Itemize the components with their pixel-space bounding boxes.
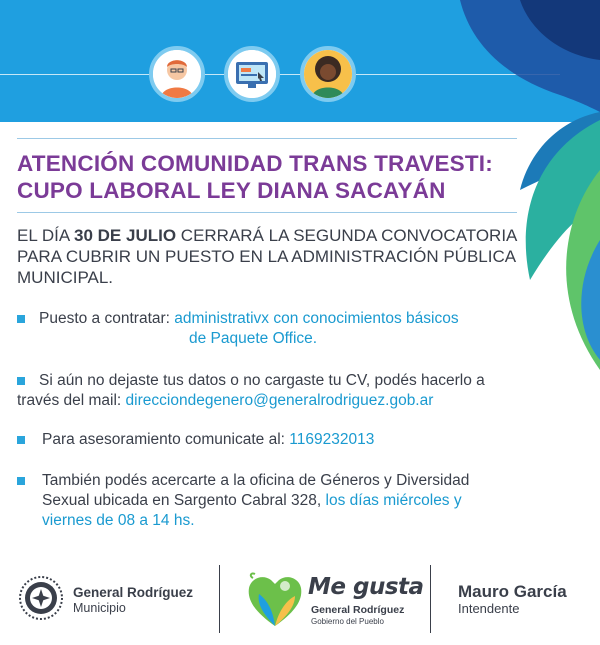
- title-line-2: CUPO LABORAL LEY DIANA SACAYÁN: [17, 178, 446, 203]
- puesto-value: administrativx con conocimientos básicos: [174, 310, 459, 327]
- municipio-name: General Rodríguez: [73, 585, 194, 600]
- cv-email-link[interactable]: direcciondegenero@generalrodriguez.gob.ar: [125, 392, 434, 409]
- intro-line-2: PARA CUBRIR UN PUESTO EN LA ADMINISTRACIÓN PÚBLICA: [17, 247, 517, 266]
- municipio-seal-icon: [18, 575, 64, 621]
- intro-line-3: MUNICIPAL.: [17, 268, 114, 287]
- oficina-text-2: Sexual ubicada en Sargento Cabral 328,: [42, 492, 326, 509]
- bullet-puesto: [17, 309, 537, 349]
- bullet-square-icon: [17, 377, 25, 385]
- avatar-person-dark: [300, 46, 356, 102]
- intro-prefix: EL DÍA: [17, 226, 75, 245]
- footer-separator: [430, 565, 431, 633]
- aseso-phone-link[interactable]: 1169232013: [289, 431, 375, 448]
- intro-paragraph: [17, 225, 547, 288]
- intro-rest: CERRARÁ LA SEGUNDA CONVOCATORIA: [176, 226, 518, 245]
- person-avatar-icon: [153, 50, 201, 98]
- page-title: [17, 150, 557, 204]
- cv-text-1: Si aún no dejaste tus datos o no cargaste tu CV, podés hacerlo a: [39, 372, 485, 389]
- official-name: Mauro García: [458, 582, 567, 601]
- bullet-asesoramiento: [17, 430, 537, 450]
- header-band: [0, 0, 600, 122]
- bullet-oficina: [17, 471, 537, 531]
- oficina-hours: viernes de 08 a 14 hs.: [42, 512, 195, 529]
- header-divider: [0, 74, 560, 75]
- top-divider: [17, 138, 517, 139]
- title-divider: [17, 212, 517, 213]
- avatar-person-red-hair: [149, 46, 205, 102]
- computer-screen-icon: [228, 50, 276, 98]
- footer-separator: [219, 565, 220, 633]
- intro-line-1: [17, 225, 547, 246]
- avatar-computer: [224, 46, 280, 102]
- bullet-square-icon: [17, 436, 25, 444]
- puesto-value-cont: de Paquete Office.: [189, 330, 318, 347]
- brand-me-gusta: Me gusta: [308, 574, 424, 600]
- cv-text-2: través del mail:: [17, 392, 126, 409]
- brand-tagline: Gobierno del Pueblo: [311, 617, 384, 626]
- person-avatar-icon: [304, 50, 352, 98]
- bullet-square-icon: [17, 477, 25, 485]
- oficina-text-1: También podés acercarte a la oficina de Géneros y Diversidad: [42, 472, 470, 489]
- intro-date: 30 DE JULIO: [74, 226, 177, 245]
- puesto-label: Puesto a contratar:: [39, 310, 175, 327]
- brand-subtitle: General Rodríguez: [311, 604, 405, 616]
- municipio-subtitle: Municipio: [73, 601, 126, 615]
- aseso-label: Para asesoramiento comunicate al:: [42, 431, 290, 448]
- oficina-days: los días miércoles y: [325, 492, 462, 509]
- title-line-1: ATENCIÓN COMUNIDAD TRANS TRAVESTI:: [17, 151, 493, 176]
- heart-logo-icon: [245, 570, 305, 628]
- bullet-cv: [17, 371, 537, 411]
- bullet-square-icon: [17, 315, 25, 323]
- official-role: Intendente: [458, 601, 520, 616]
